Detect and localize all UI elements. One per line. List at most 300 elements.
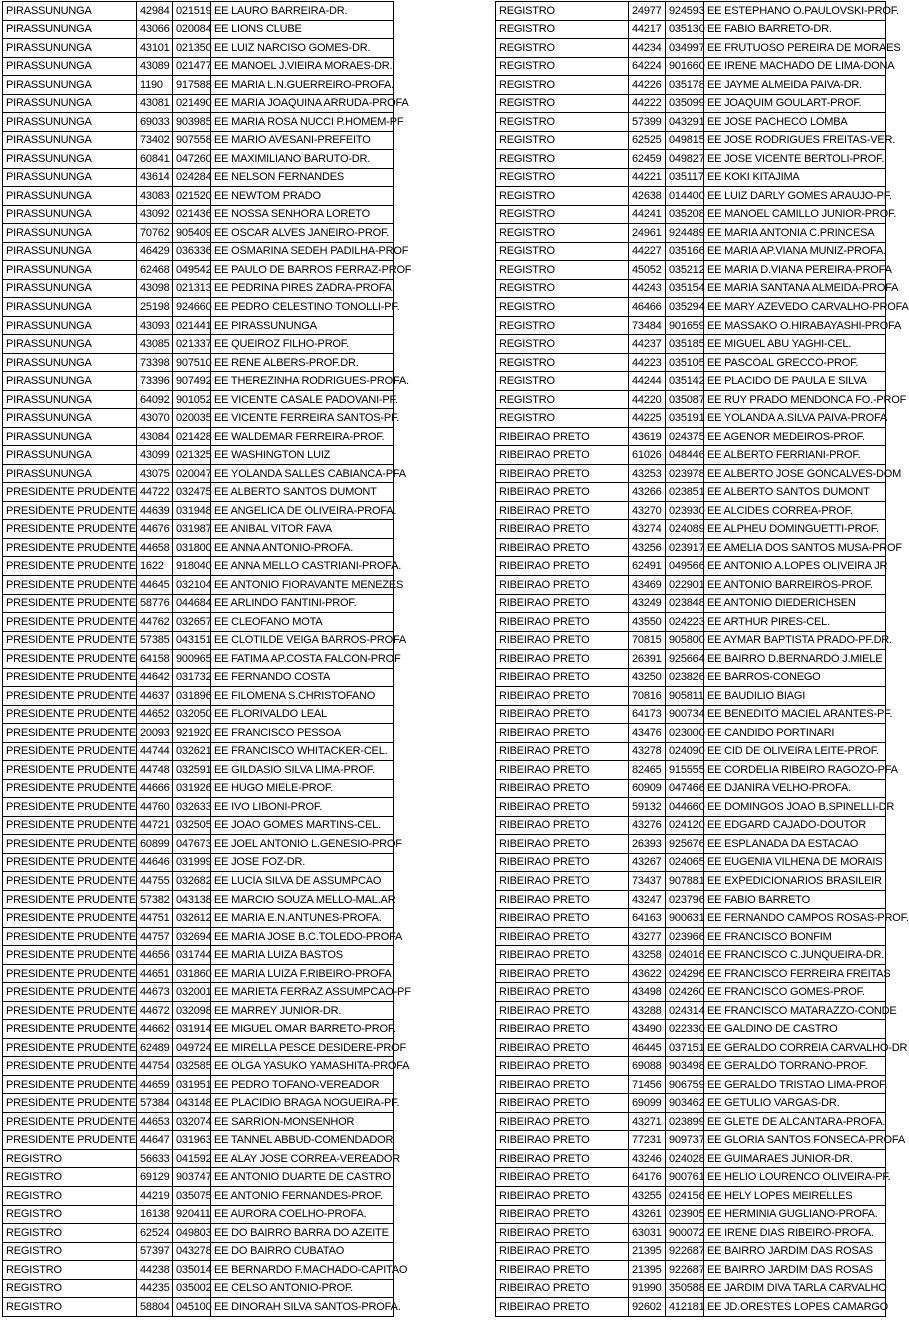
school-name-cell: EE FRANCISCO FERREIRA FREITAS [704, 964, 886, 983]
city-cell: RIBEIRAO PRETO [496, 427, 629, 446]
id-cell: 021477 [173, 57, 211, 76]
table-row [496, 446, 886, 465]
table-row [3, 446, 394, 465]
id-cell: 022330 [666, 1020, 704, 1039]
code-cell: 43099 [137, 446, 173, 465]
table-row [3, 1279, 394, 1298]
code-cell: 46445 [629, 1038, 666, 1057]
school-name-cell: EE AURORA COELHO-PROFA. [211, 1205, 394, 1224]
code-cell: 64176 [629, 1168, 666, 1187]
school-name-cell: EE DJANIRA VELHO-PROFA. [704, 779, 886, 798]
code-cell: 43084 [137, 427, 173, 446]
city-cell: PIRASSUNUNGA [3, 187, 137, 206]
city-cell: RIBEIRAO PRETO [496, 964, 629, 983]
table-row [496, 1038, 886, 1057]
code-cell: 69033 [137, 113, 173, 132]
city-cell: RIBEIRAO PRETO [496, 724, 629, 743]
id-cell: 905409 [173, 224, 211, 243]
id-cell: 907492 [173, 372, 211, 391]
id-cell: 031896 [173, 687, 211, 706]
table-row [3, 224, 394, 243]
id-cell: 031951 [173, 1075, 211, 1094]
school-name-cell: EE WASHINGTON LUIZ [211, 446, 394, 465]
id-cell: 032001 [173, 983, 211, 1002]
city-cell: REGISTRO [3, 1279, 137, 1298]
table-row [496, 168, 886, 187]
school-name-cell: EE MARY AZEVEDO CARVALHO-PROFA [704, 298, 886, 317]
id-cell: 041592 [173, 1149, 211, 1168]
table-row [3, 668, 394, 687]
table-row [3, 816, 394, 835]
table-row [496, 205, 886, 224]
table-row [3, 594, 394, 613]
city-cell: PRESIDENTE PRUDENTE [3, 927, 137, 946]
school-name-cell: EE GALDINO DE CASTRO [704, 1020, 886, 1039]
id-cell: 023899 [666, 1112, 704, 1131]
code-cell: 62489 [137, 1038, 173, 1057]
code-cell: 44243 [629, 279, 666, 298]
school-table-right [495, 1, 909, 1317]
city-cell: REGISTRO [496, 205, 629, 224]
table-row [496, 724, 886, 743]
school-name-cell: EE FRANCISCO GOMES-PROF. [704, 983, 886, 1002]
table-row [496, 113, 886, 132]
code-cell: 60841 [137, 150, 173, 169]
table-row [3, 1224, 394, 1243]
code-cell: 62525 [629, 131, 666, 150]
school-name-cell: EE LUCIA SILVA DE ASSUMPCAO [211, 872, 394, 891]
table-row [3, 76, 394, 95]
code-cell: 56633 [137, 1149, 173, 1168]
code-cell: 43093 [137, 316, 173, 335]
city-cell: REGISTRO [496, 261, 629, 280]
id-cell: 907510 [173, 353, 211, 372]
code-cell: 69088 [629, 1057, 666, 1076]
table-row [496, 520, 886, 539]
id-cell: 909737 [666, 1131, 704, 1150]
code-cell: 57397 [137, 1242, 173, 1261]
id-cell: 900734 [666, 705, 704, 724]
table-row [3, 2, 394, 21]
school-table-left [2, 1, 412, 1317]
school-name-cell: EE PEDRINA PIRES ZADRA-PROFA. [211, 279, 394, 298]
code-cell: 43276 [629, 816, 666, 835]
school-name-cell: EE PAULO DE BARROS FERRAZ-PROF [211, 261, 394, 280]
city-cell: RIBEIRAO PRETO [496, 464, 629, 483]
school-name-cell: EE LUIZ NARCISO GOMES-DR. [211, 39, 394, 58]
id-cell: 021436 [173, 205, 211, 224]
school-name-cell: EE IRENE MACHADO DE LIMA-DONA [704, 57, 886, 76]
city-cell: RIBEIRAO PRETO [496, 613, 629, 632]
table-row [3, 372, 394, 391]
code-cell: 44645 [137, 575, 173, 594]
table-row [496, 261, 886, 280]
id-cell: 044684 [173, 594, 211, 613]
table-row [496, 150, 886, 169]
school-name-cell: EE ALAY JOSE CORREA-VEREADOR [211, 1149, 394, 1168]
school-name-cell: EE CLOTILDE VEIGA BARROS-PROFA [211, 631, 394, 650]
city-cell: PRESIDENTE PRUDENTE [3, 872, 137, 891]
city-cell: PIRASSUNUNGA [3, 20, 137, 39]
table-row [496, 650, 886, 669]
code-cell: 25198 [137, 298, 173, 317]
code-cell: 57384 [137, 1094, 173, 1113]
school-name-cell: EE NEWTOM PRADO [211, 187, 394, 206]
table-row [496, 872, 886, 891]
id-cell: 903985 [173, 113, 211, 132]
id-cell: 049724 [173, 1038, 211, 1057]
table-row [3, 1075, 394, 1094]
code-cell: 61026 [629, 446, 666, 465]
id-cell: 021441 [173, 316, 211, 335]
city-cell: PRESIDENTE PRUDENTE [3, 816, 137, 835]
code-cell: 26391 [629, 650, 666, 669]
city-cell: RIBEIRAO PRETO [496, 1168, 629, 1187]
city-cell: RIBEIRAO PRETO [496, 1279, 629, 1298]
city-cell: REGISTRO [3, 1187, 137, 1206]
school-name-cell: EE ESPLANADA DA ESTACAO [704, 835, 886, 854]
code-cell: 42638 [629, 187, 666, 206]
id-cell: 031963 [173, 1131, 211, 1150]
table-row [496, 761, 886, 780]
id-cell: 043278 [173, 1242, 211, 1261]
city-cell: PRESIDENTE PRUDENTE [3, 1112, 137, 1131]
id-cell: 031999 [173, 853, 211, 872]
school-name-cell: EE DO BAIRRO BARRA DO AZEITE [211, 1224, 394, 1243]
id-cell: 024223 [666, 613, 704, 632]
school-name-cell: EE MARCIO SOUZA MELLO-MAL.AR [211, 890, 394, 909]
code-cell: 64173 [629, 705, 666, 724]
table-row [496, 575, 886, 594]
school-name-cell: EE BAIRRO JARDIM DAS ROSAS [704, 1261, 886, 1280]
code-cell: 57382 [137, 890, 173, 909]
city-cell: PRESIDENTE PRUDENTE [3, 890, 137, 909]
school-name-cell: EE MARIA LUIZA F.RIBEIRO-PROFA [211, 964, 394, 983]
code-cell: 43469 [629, 575, 666, 594]
code-cell: 63031 [629, 1224, 666, 1243]
table-row [496, 131, 886, 150]
city-cell: RIBEIRAO PRETO [496, 650, 629, 669]
city-cell: PIRASSUNUNGA [3, 224, 137, 243]
code-cell: 77231 [629, 1131, 666, 1150]
city-cell: PRESIDENTE PRUDENTE [3, 909, 137, 928]
school-name-cell: EE MARIA D.VIANA PEREIRA-PROFA [704, 261, 886, 280]
school-name-cell: EE MARIA E.N.ANTUNES-PROFA. [211, 909, 394, 928]
code-cell: 62491 [629, 557, 666, 576]
school-name-cell: EE FATIMA AP.COSTA FALCON-PROF [211, 650, 394, 669]
id-cell: 023930 [666, 501, 704, 520]
city-cell: RIBEIRAO PRETO [496, 705, 629, 724]
school-name-cell: EE ANTONIO FERNANDES-PROF. [211, 1187, 394, 1206]
city-cell: RIBEIRAO PRETO [496, 446, 629, 465]
city-cell: RIBEIRAO PRETO [496, 1001, 629, 1020]
table-row [496, 1094, 886, 1113]
table-row [496, 1075, 886, 1094]
code-cell: 44241 [629, 205, 666, 224]
code-cell: 70762 [137, 224, 173, 243]
table-row [3, 724, 394, 743]
id-cell: 043291 [666, 113, 704, 132]
id-cell: 906759 [666, 1075, 704, 1094]
school-name-cell: EE HELY LOPES MEIRELLES [704, 1187, 886, 1206]
school-name-cell: EE CORDELIA RIBEIRO RAGOZO-PFA [704, 761, 886, 780]
school-name-cell: EE ANGELICA DE OLIVEIRA-PROFA. [211, 501, 394, 520]
school-name-cell: EE CELSO ANTONIO-PROF. [211, 1279, 394, 1298]
school-name-cell: EE ARLINDO FANTINI-PROF. [211, 594, 394, 613]
id-cell: 350588 [666, 1279, 704, 1298]
id-cell: 918040 [173, 557, 211, 576]
table-row [496, 1131, 886, 1150]
code-cell: 44220 [629, 390, 666, 409]
city-cell: RIBEIRAO PRETO [496, 983, 629, 1002]
city-cell: REGISTRO [3, 1168, 137, 1187]
table-row [3, 650, 394, 669]
city-cell: RIBEIRAO PRETO [496, 1205, 629, 1224]
city-cell: RIBEIRAO PRETO [496, 835, 629, 854]
table-row [496, 1057, 886, 1076]
city-cell: PIRASSUNUNGA [3, 76, 137, 95]
code-cell: 43278 [629, 742, 666, 761]
id-cell: 031732 [173, 668, 211, 687]
city-cell: PIRASSUNUNGA [3, 427, 137, 446]
table-row [3, 261, 394, 280]
code-cell: 44762 [137, 613, 173, 632]
code-cell: 43066 [137, 20, 173, 39]
id-cell: 021490 [173, 94, 211, 113]
code-cell: 43274 [629, 520, 666, 539]
id-cell: 021313 [173, 279, 211, 298]
code-cell: 43270 [629, 501, 666, 520]
id-cell: 032682 [173, 872, 211, 891]
city-cell: REGISTRO [496, 298, 629, 317]
table-row [496, 594, 886, 613]
city-cell: RIBEIRAO PRETO [496, 1094, 629, 1113]
id-cell: 921920 [173, 724, 211, 743]
table-row [3, 1131, 394, 1150]
code-cell: 44659 [137, 1075, 173, 1094]
school-name-cell: EE YOLANDA SALLES CABIANCA-PFA [211, 464, 394, 483]
code-cell: 44238 [137, 1261, 173, 1280]
city-cell: REGISTRO [496, 390, 629, 409]
code-cell: 57399 [629, 113, 666, 132]
code-cell: 44227 [629, 242, 666, 261]
school-name-cell: EE FRANCISCO BONFIM [704, 927, 886, 946]
city-cell: REGISTRO [496, 94, 629, 113]
table-row [3, 168, 394, 187]
city-cell: PIRASSUNUNGA [3, 39, 137, 58]
table-row [3, 335, 394, 354]
city-cell: REGISTRO [3, 1261, 137, 1280]
code-cell: 44637 [137, 687, 173, 706]
city-cell: REGISTRO [496, 57, 629, 76]
school-name-cell: EE OSMARINA SEDEH PADILHA-PROF [211, 242, 394, 261]
school-name-cell: EE BENEDITO MACIEL ARANTES-PF. [704, 705, 886, 724]
city-cell: PIRASSUNUNGA [3, 335, 137, 354]
school-name-cell: EE CID DE OLIVEIRA LEITE-PROF. [704, 742, 886, 761]
table-row [496, 779, 886, 798]
code-cell: 70816 [629, 687, 666, 706]
city-cell: REGISTRO [496, 2, 629, 21]
code-cell: 16138 [137, 1205, 173, 1224]
school-name-cell: EE GETULIO VARGAS-DR. [704, 1094, 886, 1113]
table-row [3, 205, 394, 224]
city-cell: PRESIDENTE PRUDENTE [3, 1038, 137, 1057]
code-cell: 43476 [629, 724, 666, 743]
city-cell: PIRASSUNUNGA [3, 316, 137, 335]
id-cell: 032475 [173, 483, 211, 502]
code-cell: 43085 [137, 335, 173, 354]
school-name-cell: EE OSCAR ALVES JANEIRO-PROF. [211, 224, 394, 243]
city-cell: PIRASSUNUNGA [3, 298, 137, 317]
id-cell: 024016 [666, 946, 704, 965]
id-cell: 024089 [666, 520, 704, 539]
code-cell: 43081 [137, 94, 173, 113]
table-row [496, 798, 886, 817]
table-row [496, 242, 886, 261]
table-row [496, 1001, 886, 1020]
table-row [3, 1298, 394, 1317]
id-cell: 925676 [666, 835, 704, 854]
table-row [3, 1242, 394, 1261]
code-cell: 71456 [629, 1075, 666, 1094]
city-cell: RIBEIRAO PRETO [496, 594, 629, 613]
code-cell: 43614 [137, 168, 173, 187]
code-cell: 44754 [137, 1057, 173, 1076]
table-row [496, 705, 886, 724]
city-cell: RIBEIRAO PRETO [496, 1242, 629, 1261]
city-cell: REGISTRO [496, 39, 629, 58]
city-cell: PRESIDENTE PRUDENTE [3, 483, 137, 502]
id-cell: 021350 [173, 39, 211, 58]
city-cell: PRESIDENTE PRUDENTE [3, 668, 137, 687]
city-cell: RIBEIRAO PRETO [496, 1131, 629, 1150]
school-name-cell: EE BAIRRO JARDIM DAS ROSAS [704, 1242, 886, 1261]
city-cell: PRESIDENTE PRUDENTE [3, 705, 137, 724]
id-cell: 021520 [173, 187, 211, 206]
school-name-cell: EE FRANCISCO PESSOA [211, 724, 394, 743]
table-row [3, 742, 394, 761]
code-cell: 43075 [137, 464, 173, 483]
table-row [496, 1020, 886, 1039]
school-name-cell: EE HUGO MIELE-PROF. [211, 779, 394, 798]
code-cell: 43550 [629, 613, 666, 632]
code-cell: 44223 [629, 353, 666, 372]
id-cell: 023978 [666, 464, 704, 483]
id-cell: 035178 [666, 76, 704, 95]
code-cell: 43250 [629, 668, 666, 687]
code-cell: 43261 [629, 1205, 666, 1224]
city-cell: PRESIDENTE PRUDENTE [3, 1094, 137, 1113]
id-cell: 045100 [173, 1298, 211, 1317]
id-cell: 901660 [666, 57, 704, 76]
code-cell: 43101 [137, 39, 173, 58]
school-name-cell: EE LAURO BARREIRA-DR. [211, 2, 394, 21]
code-cell: 43277 [629, 927, 666, 946]
id-cell: 014400 [666, 187, 704, 206]
school-name-cell: EE FERNANDO CAMPOS ROSAS-PROF. [704, 909, 886, 928]
city-cell: RIBEIRAO PRETO [496, 687, 629, 706]
id-cell: 032694 [173, 927, 211, 946]
id-cell: 900965 [173, 650, 211, 669]
city-cell: RIBEIRAO PRETO [496, 816, 629, 835]
city-cell: RIBEIRAO PRETO [496, 1075, 629, 1094]
city-cell: REGISTRO [496, 168, 629, 187]
city-cell: PIRASSUNUNGA [3, 353, 137, 372]
school-name-cell: EE MARIA ROSA NUCCI P.HOMEM-PF [211, 113, 394, 132]
school-name-cell: EE MARREY JUNIOR-DR. [211, 1001, 394, 1020]
table-row [3, 613, 394, 632]
id-cell: 031914 [173, 1020, 211, 1039]
table-row [3, 1020, 394, 1039]
school-name-cell: EE IVO LIBONI-PROF. [211, 798, 394, 817]
table-row [496, 946, 886, 965]
table-row [496, 372, 886, 391]
code-cell: 44221 [629, 168, 666, 187]
table-row [3, 798, 394, 817]
table-row [496, 1224, 886, 1243]
city-cell: PRESIDENTE PRUDENTE [3, 835, 137, 854]
table-row [3, 113, 394, 132]
id-cell: 044660 [666, 798, 704, 817]
code-cell: 44234 [629, 39, 666, 58]
table-row [496, 890, 886, 909]
school-name-cell: EE IRENE DIAS RIBEIRO-PROFA. [704, 1224, 886, 1243]
code-cell: 21395 [629, 1242, 666, 1261]
school-name-cell: EE ALBERTO SANTOS DUMONT [211, 483, 394, 502]
id-cell: 924489 [666, 224, 704, 243]
table-row [496, 464, 886, 483]
table-row [3, 187, 394, 206]
id-cell: 905811 [666, 687, 704, 706]
id-cell: 047260 [173, 150, 211, 169]
id-cell: 032633 [173, 798, 211, 817]
table-row [496, 279, 886, 298]
school-name-cell: EE PIRASSUNUNGA [211, 316, 394, 335]
code-cell: 60899 [137, 835, 173, 854]
table-row [3, 1149, 394, 1168]
table-row [496, 1242, 886, 1261]
table-row [3, 464, 394, 483]
school-name-cell: EE JD.ORESTES LOPES CAMARGO [704, 1298, 886, 1317]
code-cell: 43498 [629, 983, 666, 1002]
code-cell: 44639 [137, 501, 173, 520]
school-name-cell: EE ARTHUR PIRES-CEL. [704, 613, 886, 632]
id-cell: 035212 [666, 261, 704, 280]
id-cell: 905800 [666, 631, 704, 650]
table-row [3, 927, 394, 946]
city-cell: PIRASSUNUNGA [3, 205, 137, 224]
code-cell: 46466 [629, 298, 666, 317]
id-cell: 022901 [666, 575, 704, 594]
code-cell: 44673 [137, 983, 173, 1002]
code-cell: 64163 [629, 909, 666, 928]
code-cell: 44666 [137, 779, 173, 798]
id-cell: 035130 [666, 20, 704, 39]
id-cell: 903747 [173, 1168, 211, 1187]
id-cell: 901659 [666, 316, 704, 335]
id-cell: 032585 [173, 1057, 211, 1076]
code-cell: 44751 [137, 909, 173, 928]
id-cell: 920411 [173, 1205, 211, 1224]
school-name-cell: EE FRANCISCO WHITACKER-CEL. [211, 742, 394, 761]
school-name-cell: EE ALPHEU DOMINGUETTI-PROF. [704, 520, 886, 539]
id-cell: 036336 [173, 242, 211, 261]
city-cell: PIRASSUNUNGA [3, 390, 137, 409]
city-cell: PIRASSUNUNGA [3, 409, 137, 428]
code-cell: 44646 [137, 853, 173, 872]
city-cell: PIRASSUNUNGA [3, 131, 137, 150]
table-row [3, 1001, 394, 1020]
